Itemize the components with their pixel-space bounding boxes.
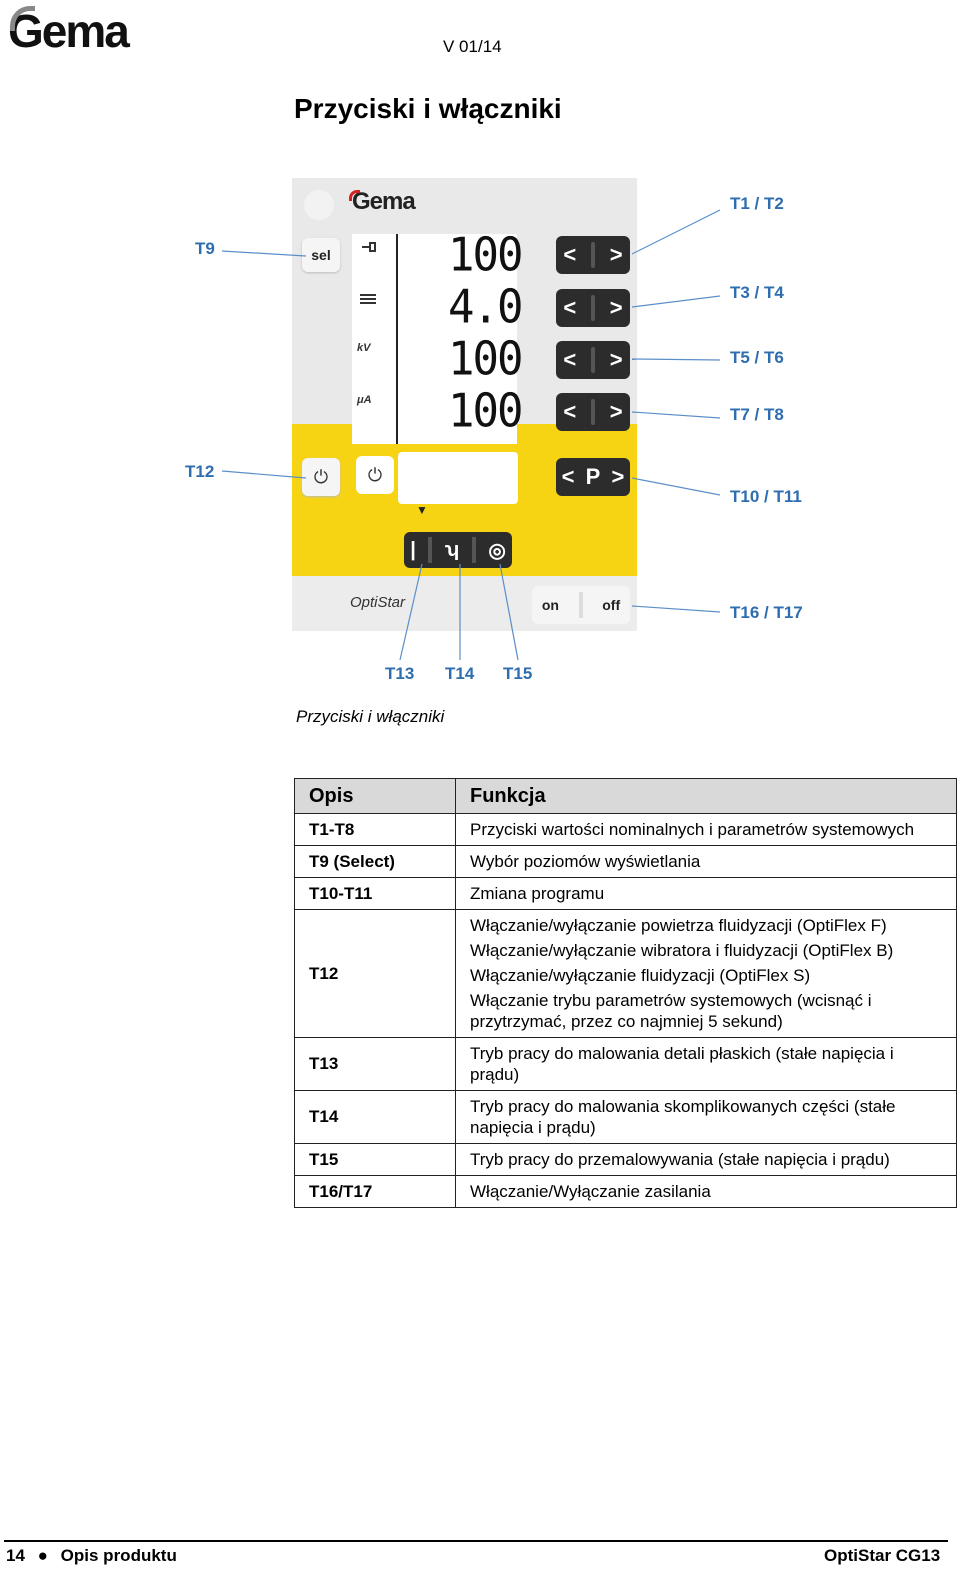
callout-t3-t4: T3 / T4 [730, 283, 784, 302]
function-line: Włączanie/wyłączanie wibratora i fluidyzacji (OptiFlex B) [470, 941, 894, 960]
cell-funkcja [456, 1038, 957, 1091]
cell-opis: T1-T8 [295, 814, 456, 846]
callout-t1-t2: T1 / T2 [730, 194, 784, 213]
table-row [295, 1091, 957, 1144]
display-value-4: 100 [448, 384, 522, 439]
t3-t4-buttons[interactable]: < > [556, 289, 630, 327]
display-value-3: 100 [448, 332, 522, 387]
device-logo: Gema [352, 188, 415, 215]
function-line: Włączanie trybu parametrów systemowych (wcisnąć i przytrzymać, przez co najmniej 5 sekund) [470, 991, 872, 1031]
cell-funkcja [456, 910, 957, 1038]
function-line: Tryb pracy do malowania skomplikowanych części (stałe napięcia i prądu) [470, 1097, 896, 1137]
table-row [295, 910, 957, 1038]
table-row [295, 1176, 957, 1208]
display-value-2: 4.0 [448, 280, 522, 335]
t5-t6-buttons[interactable]: < > [556, 341, 630, 379]
callout-lines [0, 0, 960, 700]
program-buttons[interactable]: < P > [556, 458, 630, 496]
cell-funkcja [456, 1144, 957, 1176]
callout-t14: T14 [445, 664, 475, 683]
function-line: Włączanie/wyłączanie powietrza fluidyzacji (OptiFlex F) [470, 916, 887, 935]
callout-t5-t6: T5 / T6 [730, 348, 784, 367]
table-row [295, 878, 957, 910]
cell-funkcja [456, 1091, 957, 1144]
ua-unit: μA [357, 394, 372, 406]
callout-t10-t11: T10 / T11 [730, 487, 802, 506]
callout-t16-t17: T16 / T17 [730, 603, 803, 622]
table-row [295, 814, 957, 846]
kv-unit: kV [357, 342, 371, 354]
footer-divider [4, 1540, 948, 1542]
function-line: Włączanie/wyłączanie fluidyzacji (OptiFlex S) [470, 966, 811, 985]
function-line: Zmiana programu [470, 884, 605, 903]
fluidization-power-icon: ⏻ [356, 456, 394, 494]
complex-parts-mode-icon[interactable]: ʮ [444, 538, 460, 561]
callout-t9: T9 [195, 239, 215, 258]
cell-opis: T12 [295, 910, 456, 1038]
function-line: Włączanie/Wyłączanie zasilania [470, 1182, 711, 1201]
cell-funkcja [456, 846, 957, 878]
header-opis: Opis [295, 779, 456, 814]
figure-caption: Przyciski i włączniki [296, 707, 445, 726]
gema-logo: Gema [8, 5, 128, 57]
t12-power-button[interactable]: ⏻ [302, 458, 340, 496]
footer-section: Opis produktu [60, 1546, 177, 1565]
t1-t2-buttons[interactable]: < > [556, 236, 630, 274]
table-row [295, 1144, 957, 1176]
cell-opis: T14 [295, 1091, 456, 1144]
footer-product: OptiStar CG13 [824, 1546, 941, 1565]
model-label: OptiStar [350, 594, 406, 611]
header-funkcja: Funkcja [456, 779, 957, 814]
cell-opis: T13 [295, 1038, 456, 1091]
cell-opis: T16/T17 [295, 1176, 456, 1208]
cell-funkcja [456, 814, 957, 846]
cell-funkcja [456, 878, 957, 910]
callout-t12: T12 [185, 462, 215, 481]
cell-funkcja [456, 1176, 957, 1208]
function-line: Tryb pracy do malowania detali płaskich (stałe napięcia i prądu) [470, 1044, 894, 1084]
function-line: Tryb pracy do przemalowywania (stałe napięcia i prądu) [470, 1150, 890, 1169]
table-row [295, 846, 957, 878]
page-number: 14 [6, 1546, 25, 1565]
on-button[interactable]: on [541, 597, 559, 613]
table-row [295, 1038, 957, 1091]
cell-opis: T15 [295, 1144, 456, 1176]
select-button[interactable]: sel [302, 238, 340, 272]
callout-t7-t8: T7 / T8 [730, 405, 784, 424]
section-title: Przyciski i włączniki [294, 93, 562, 124]
function-line: Wybór poziomów wyświetlania [470, 852, 701, 871]
function-table [294, 778, 957, 1208]
version-label: V 01/14 [443, 37, 502, 56]
callout-t15: T15 [503, 664, 533, 683]
program-label: P [585, 464, 601, 489]
t7-t8-buttons[interactable]: < > [556, 393, 630, 431]
display-value-1: 100 [448, 228, 522, 283]
footer-page-section: 14 ● Opis produktu [6, 1546, 177, 1565]
cell-opis: T10-T11 [295, 878, 456, 910]
flat-parts-mode-icon[interactable]: | [410, 538, 416, 561]
callout-t13: T13 [385, 664, 415, 683]
cell-opis: T9 (Select) [295, 846, 456, 878]
function-line: Przyciski wartości nominalnych i parametrów systemowych [470, 820, 915, 839]
indicator-triangle-icon: ▼ [416, 503, 428, 517]
recoating-mode-icon[interactable]: ◎ [488, 539, 506, 562]
off-button[interactable]: off [602, 597, 621, 613]
